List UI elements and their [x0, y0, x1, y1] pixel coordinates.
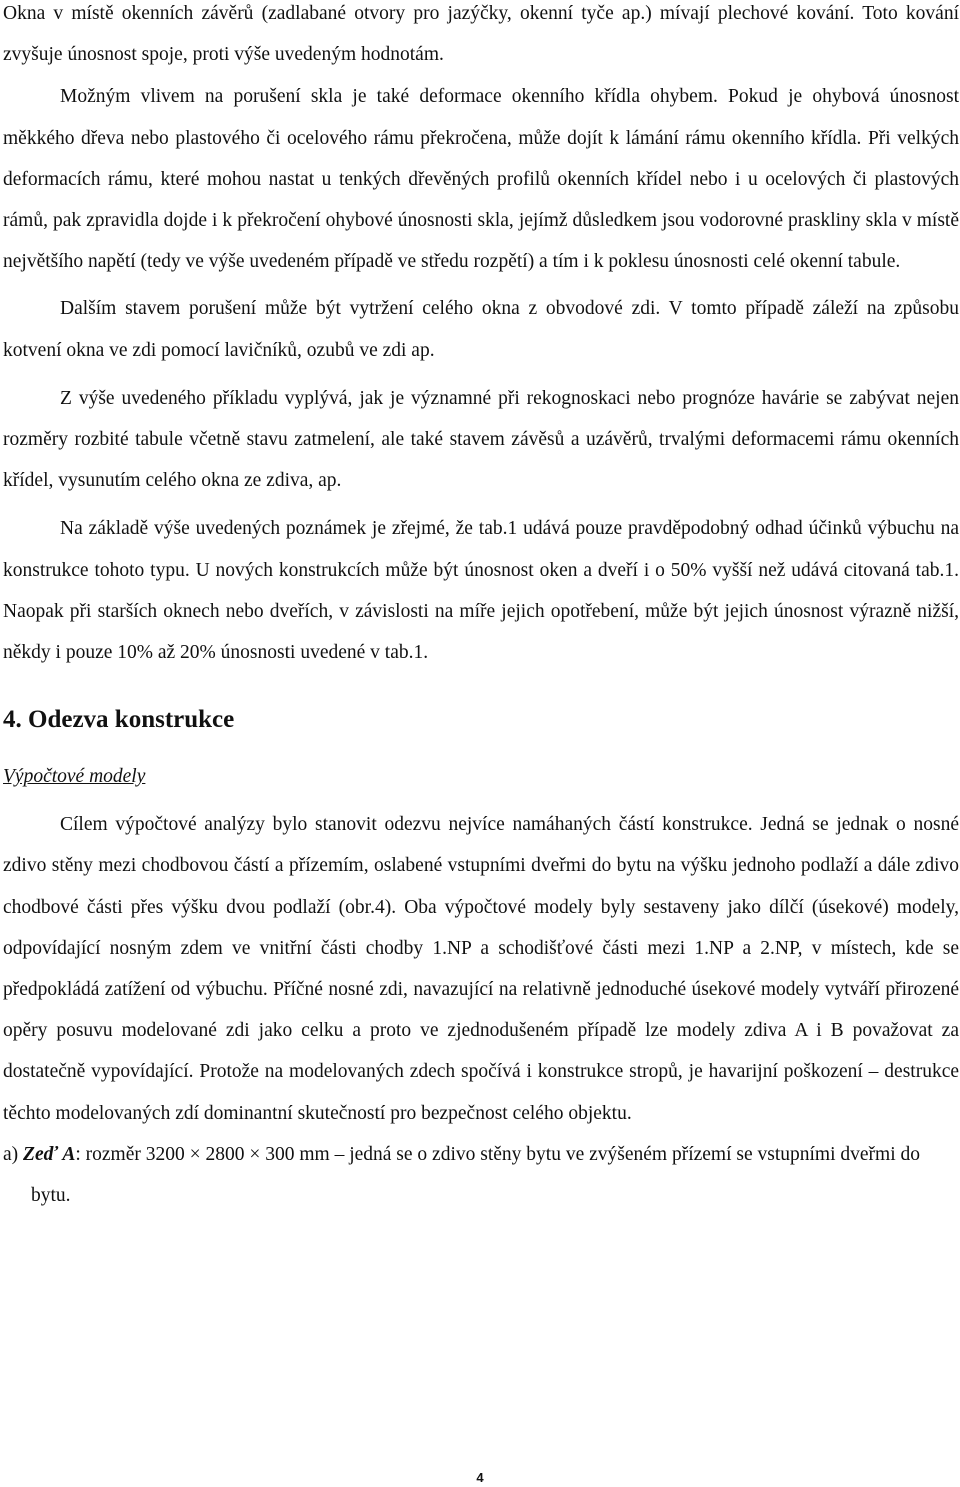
list-item-name: Zeď A [23, 1143, 76, 1165]
subsection-heading: Výpočtové modely [3, 766, 146, 788]
list-marker: a) [3, 1143, 19, 1165]
paragraph-reconnaissance: Z výše uvedeného příkladu vyplývá, jak je významné při rekognoskaci nebo prognóze havárie se zabývat nejen rozměry rozbité tabule včetně stavu zatmelení, ale také stavem závěsů a uzávěrů, trvalými deformacemi rámu okenních křídel, vysunutím celého okna ze zdiva, ap. [3, 387, 959, 492]
paragraph-frame-deformation: Možným vlivem na porušení skla je také deformace okenního křídla ohybem. Pokud je ohybová únosnost měkkého dřeva nebo plastového či ocelového rámu překročena, může dojít k lámání rámu okenního křídla. Při velkých deformacích rámu, které mohou nastat u tenkých dřevěných profilů okenních křídel nebo i u ocelových či plastových rámů, pak zpravidla dojde i k překročení ohybové únosnosti skla, jejímž důsledkem jsou vodorovné praskliny skla v místě největšího napětí (tedy ve výše uvedeném případě ve středu rozpětí) a tím i k poklesu únosnosti celé okenní tabule. [3, 86, 959, 273]
section-heading: 4. Odezva konstrukce [3, 706, 235, 734]
paragraph-computational-analysis: Cílem výpočtové analýzy bylo stanovit odezvu nejvíce namáhaných částí konstrukce. Jedná se jednak o nosné zdivo stěny mezi chodbovou částí a přízemím, oslabené vstupními dveřmi do bytu na výšku jednoho podlaží a dále zdivo chodbové části přes výšku dvou podlaží (obr.4). Oba výpočtové modely byly sestaveny jako dílčí (úsekové) modely, odpovídající nosným zdem ve vnitřní části chodby 1.NP a schodišťové části mezi 1.NP a 2.NP, v místech, kde se předpokládá zatížení od výbuchu. Příčné nosné zdi, navazující na relativně jednoduché úsekové modely vytváří přirozené opěry posuvu modelované zdi jako celku a proto ve zjednodušeném případě lze modely zdiva A i B považovat za dostatečně vypovídající. Protože na modelovaných zdech spočívá i konstrukce stropů, je havarijní poškození – destrukce těchto modelovaných zdí dominantní skutečností pro bezpečnost celého objektu. [3, 814, 959, 1124]
document-page [3, 0, 959, 1216]
list-item-wall-a [3, 1134, 959, 1216]
paragraph-table-estimate: Na základě výše uvedených poznámek je zřejmé, že tab.1 udává pouze pravděpodobný odhad účinků výbuchu na konstrukce tohoto typu. U nových konstrukcích může být únosnost oken a dveří i o 50% vyšší než udává citovaná tab.1. Naopak při starších oknech nebo dveřích, v závislosti na míře jejich opotřebení, může být jejich únosnost výrazně nižší, někdy i pouze 10% až 20% únosnosti uvedené v tab.1. [3, 518, 959, 664]
list-item-text: : rozměr 3200 × 2800 × 300 mm – jedná se o zdivo stěny bytu ve zvýšeném přízemí se vstupními dveřmi do bytu. [31, 1143, 920, 1207]
paragraph-window-fittings: Okna v místě okenních závěrů (zadlabané otvory pro jazýčky, okenní tyče ap.) mívají plechové kování. Toto kování zvyšuje únosnost spoje, proti výše uvedeným hodnotám. [3, 3, 959, 66]
page-number: 4 [476, 1470, 484, 1485]
paragraph-window-pullout: Dalším stavem porušení může být vytržení celého okna z obvodové zdi. V tomto případě záleží na způsobu kotvení okna ve zdi pomocí lavičníků, ozubů ve zdi ap. [3, 298, 959, 361]
